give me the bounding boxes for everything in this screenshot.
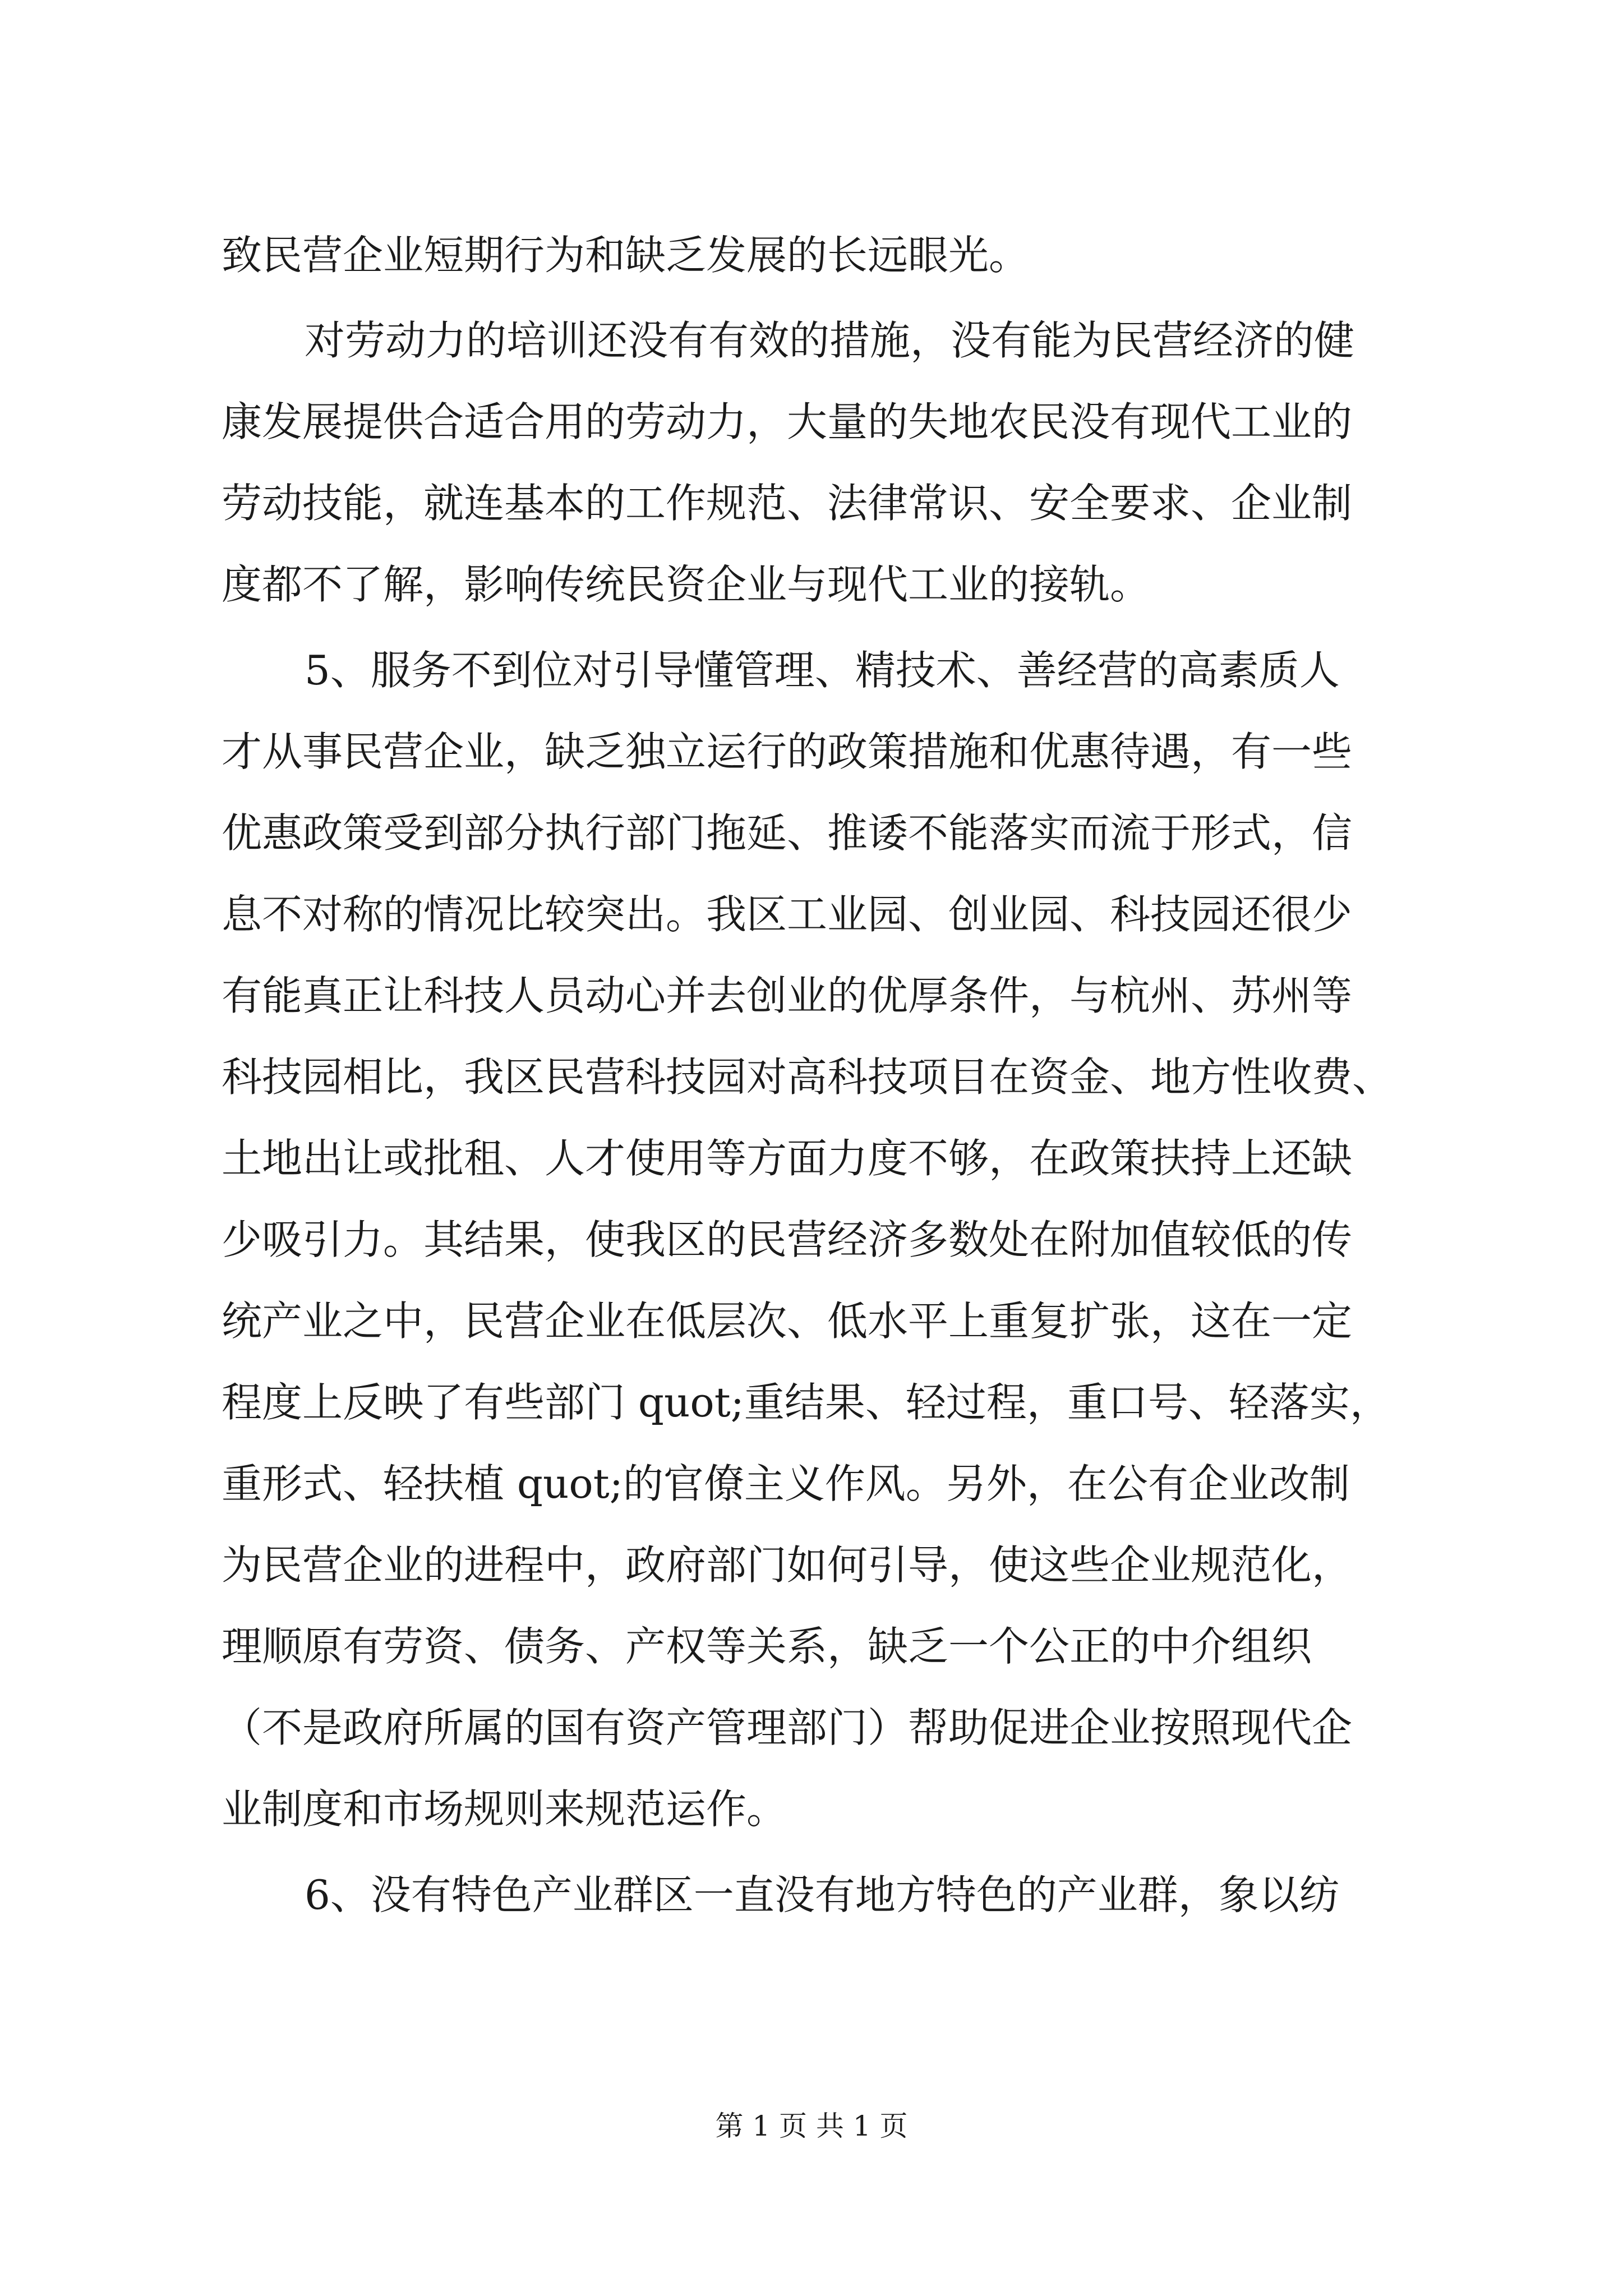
text-line: 程度上反映了有些部门 quot;重结果、轻过程，重口号、轻落实， [222, 1379, 1390, 1426]
text-line: 科技园相比，我区民营科技园对高科技项目在资金、地方性收费、 [222, 1053, 1393, 1101]
text-line: 5、服务不到位对引导懂管理、精技术、善经营的高素质人 [305, 647, 1340, 694]
text-line: 息不对称的情况比较突出。我区工业园、创业园、科技园还很少 [222, 891, 1353, 938]
text-line: 为民营企业的进程中，政府部门如何引导，使这些企业规范化， [222, 1542, 1353, 1589]
text-line: 统产业之中，民营企业在低层次、低水平上重复扩张，这在一定 [222, 1297, 1353, 1345]
text-line: 重形式、轻扶植 quot;的官僚主义作风。另外，在公有企业改制 [222, 1460, 1350, 1507]
text-line: 对劳动力的培训还没有有效的措施，没有能为民营经济的健 [305, 317, 1355, 364]
text-line: 少吸引力。其结果，使我区的民营经济多数处在附加值较低的传 [222, 1216, 1353, 1263]
text-line: 优惠政策受到部分执行部门拖延、推诿不能落实而流于形式，信 [222, 809, 1353, 857]
text-line: 才从事民营企业，缺乏独立运行的政策措施和优惠待遇，有一些 [222, 728, 1353, 775]
text-line: 致民营企业短期行为和缺乏发展的长远眼光。 [222, 232, 1030, 279]
text-line: 土地出让或批租、人才使用等方面力度不够，在政策扶持上还缺 [222, 1135, 1353, 1182]
text-line: 劳动技能，就连基本的工作规范、法律常识、安全要求、企业制 [222, 480, 1353, 527]
text-line: 康发展提供合适合用的劳动力，大量的失地农民没有现代工业的 [222, 398, 1353, 445]
text-line: 理顺原有劳资、债务、产权等关系，缺乏一个公正的中介组织 [222, 1623, 1312, 1670]
text-line: 业制度和市场规则来规范运作。 [222, 1786, 787, 1833]
text-line: （不是政府所属的国有资产管理部门）帮助促进企业按照现代企 [222, 1704, 1353, 1751]
text-line: 有能真正让科技人员动心并去创业的优厚条件，与杭州、苏州等 [222, 972, 1353, 1019]
text-line: 度都不了解，影响传统民资企业与现代工业的接轨。 [222, 561, 1151, 608]
text-line: 6、没有特色产业群区一直没有地方特色的产业群，象以纺 [305, 1871, 1340, 1918]
page-footer: 第 1 页 共 1 页 [715, 2110, 908, 2142]
